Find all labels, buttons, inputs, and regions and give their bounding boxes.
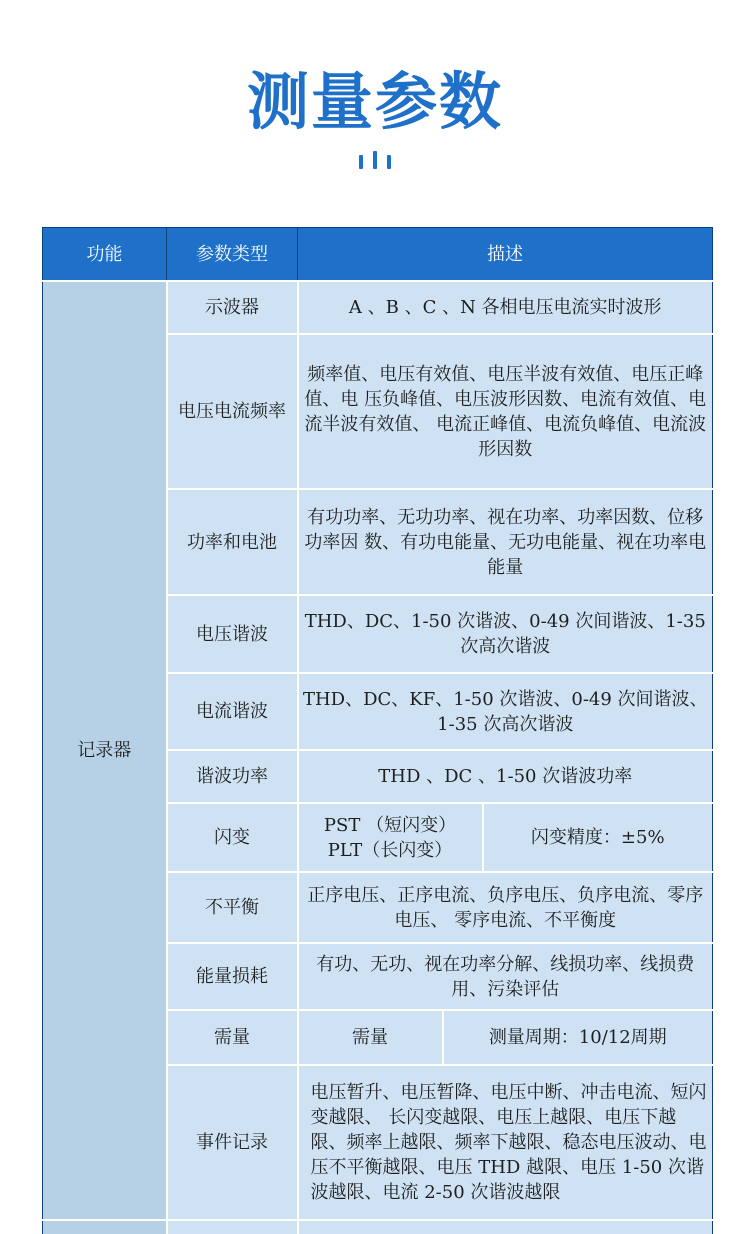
param-type-cell: 电流谐波 <box>167 673 298 750</box>
demand-period: 测量周期：10/12周期 <box>488 1027 667 1048</box>
description-cell: THD、DC、KF、1-50 次谐波、0-49 次间谐波、1-35 次高次谐波 <box>298 673 713 750</box>
header-description: 描述 <box>298 228 713 282</box>
param-type-cell: 闪变 <box>167 803 298 872</box>
flicker-types <box>299 804 484 871</box>
flicker-plt: PLT（长闪变） <box>327 839 453 861</box>
flicker-pst: PST （短闪变） <box>323 814 457 836</box>
description-cell <box>298 803 713 872</box>
param-type-cell: 功率和电池 <box>167 489 298 595</box>
param-type-cell: 电压电流频率 <box>167 334 298 489</box>
description-cell: A 、B 、C 、N 各相电压电流实时波形 <box>298 281 713 334</box>
table-header-row <box>43 228 713 282</box>
header-param-type: 参数类型 <box>167 228 298 282</box>
page-title: 测量参数 <box>246 65 503 138</box>
description-cell: 正序电压、正序电流、负序电压、负序电流、零序电压、 零序电流、不平衡度 <box>298 872 713 943</box>
param-type-cell: 事件记录 <box>167 1065 298 1220</box>
description-cell: THD 、DC 、1-50 次谐波功率 <box>298 750 713 803</box>
table-row-partial <box>43 1220 713 1234</box>
demand-label: 需量 <box>299 1011 444 1064</box>
param-type-cell: 谐波功率 <box>167 750 298 803</box>
title-decoration-icon <box>357 151 393 171</box>
param-type-cell: 不平衡 <box>167 872 298 943</box>
description-cell <box>298 1010 713 1065</box>
description-cell: 有功功率、无功功率、视在功率、功率因数、位移功率因 数、有功电能量、无功电能量、视在功率电能量 <box>298 489 713 595</box>
param-type-cell: 示波器 <box>167 281 298 334</box>
param-type-cell: 电压谐波 <box>167 595 298 673</box>
description-cell: 频率值、电压有效值、电压半波有效值、电压正峰值、电 压负峰值、电压波形因数、电流有效值、电流半波有效值、 电流正峰值、电流负峰值、电流波形因数 <box>298 334 713 489</box>
param-type-cell-next <box>167 1220 298 1234</box>
description-cell: 电压暂升、电压暂降、电压中断、冲击电流、短闪变越限、 长闪变越限、电压上越限、电压下越限、频率上越限、频率下越限、稳态电压波动、电压不平衡越限、电压 THD 越限、电压 1-50 次谐波越限、电流 2-50 次谐波越限 <box>298 1065 713 1220</box>
flicker-accuracy: 闪变精度：±5% <box>530 827 665 848</box>
table-row <box>43 281 713 334</box>
description-cell: 有功、无功、视在功率分解、线损功率、线损费用、污染评估 <box>298 943 713 1010</box>
parameters-table <box>42 227 713 1234</box>
param-type-cell: 需量 <box>167 1010 298 1065</box>
description-cell-next <box>298 1220 713 1234</box>
param-type-cell: 能量损耗 <box>167 943 298 1010</box>
function-cell: 记录器 <box>43 281 167 1220</box>
function-cell-next <box>43 1220 167 1234</box>
header-function: 功能 <box>43 228 167 282</box>
description-cell: THD、DC、1-50 次谐波、0-49 次间谐波、1-35 次高次谐波 <box>298 595 713 673</box>
